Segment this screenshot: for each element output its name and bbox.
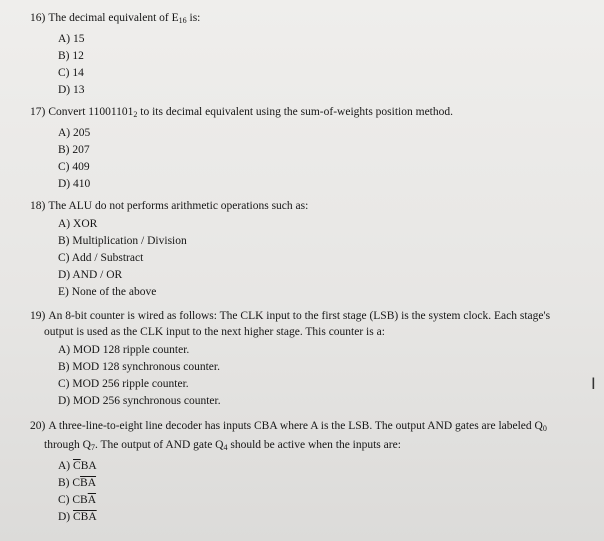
option-d: D) 13 <box>58 84 85 96</box>
option-b: B) 12 <box>58 50 84 62</box>
option-label: C) <box>58 494 73 506</box>
option-label: A) <box>58 460 74 472</box>
complemented-variable: $\overline{BA}$ <box>80 477 97 489</box>
variable: BA <box>80 460 97 472</box>
question-number: 18) <box>30 200 46 212</box>
complemented-variable: $\overline{CB}$ <box>73 511 89 523</box>
variable: C <box>72 477 81 489</box>
options-list <box>58 216 596 301</box>
question-stem: 17) Convert $11001101_2$ to its decimal equivalent using the sum-of-weights position method. <box>30 106 453 119</box>
option-d: D) 410 <box>58 178 91 190</box>
complemented-variable: $\overline{A}$ <box>87 494 97 506</box>
option-a <box>58 458 596 475</box>
options-list <box>58 342 596 410</box>
option-d: D) MOD 256 synchronous counter. <box>58 395 221 407</box>
option-b: B) 207 <box>58 144 90 156</box>
variable: CB <box>72 494 88 506</box>
question-number: 19) <box>30 310 46 322</box>
options-list <box>58 31 596 99</box>
option-e: E) None of the above <box>58 286 157 298</box>
option-a: A) XOR <box>58 218 98 230</box>
option-c <box>58 492 596 509</box>
option-d <box>58 509 596 526</box>
option-c: C) 14 <box>58 67 84 79</box>
option-a: A) 205 <box>58 127 91 139</box>
option-c: C) MOD 256 ripple counter. <box>58 378 189 390</box>
question-17 <box>30 104 596 193</box>
question-number: 20) <box>30 420 46 432</box>
option-a: A) MOD 128 ripple counter. <box>58 344 190 356</box>
complemented-variable: $\overline{C}$ <box>73 460 81 472</box>
option-b: B) MOD 128 synchronous counter. <box>58 361 220 373</box>
question-number: 17) <box>30 106 46 118</box>
option-c: C) 409 <box>58 161 90 173</box>
options-list <box>58 458 596 526</box>
question-stem: 18) The ALU do not performs arithmetic operations such as: <box>30 200 309 212</box>
option-d: D) AND / OR <box>58 269 123 281</box>
question-number: 16) <box>30 12 46 24</box>
option-label: B) <box>58 477 73 489</box>
question-16 <box>30 10 596 99</box>
option-b <box>58 475 596 492</box>
option-c: C) Add / Substract <box>58 252 144 264</box>
text-cursor-icon: I <box>591 374 596 393</box>
question-stem: 19) An 8-bit counter is wired as follows: The CLK input to the first stage (LSB) is the system clock. Each stage's output is used as the CLK input to the next higher stage. This counter is a: <box>30 310 551 338</box>
option-b: B) Multiplication / Division <box>58 235 187 247</box>
question-stem: 16) The decimal equivalent of $E_{16}$ is: <box>30 12 201 25</box>
question-18 <box>30 198 596 301</box>
option-a: A) 15 <box>58 33 85 45</box>
option-label: D) <box>58 511 74 523</box>
question-20 <box>30 418 596 526</box>
question-19 <box>30 308 596 410</box>
question-stem: 20) A three-line-to-eight line decoder has inputs CBA where A is the LSB. The output AND gates are labeled $Q_0$ through $Q_7$. The output of AND gate $Q_4$ should be active when the inputs are: <box>30 420 547 452</box>
options-list <box>58 125 596 193</box>
complemented-variable: $\overline{A}$ <box>88 511 97 523</box>
